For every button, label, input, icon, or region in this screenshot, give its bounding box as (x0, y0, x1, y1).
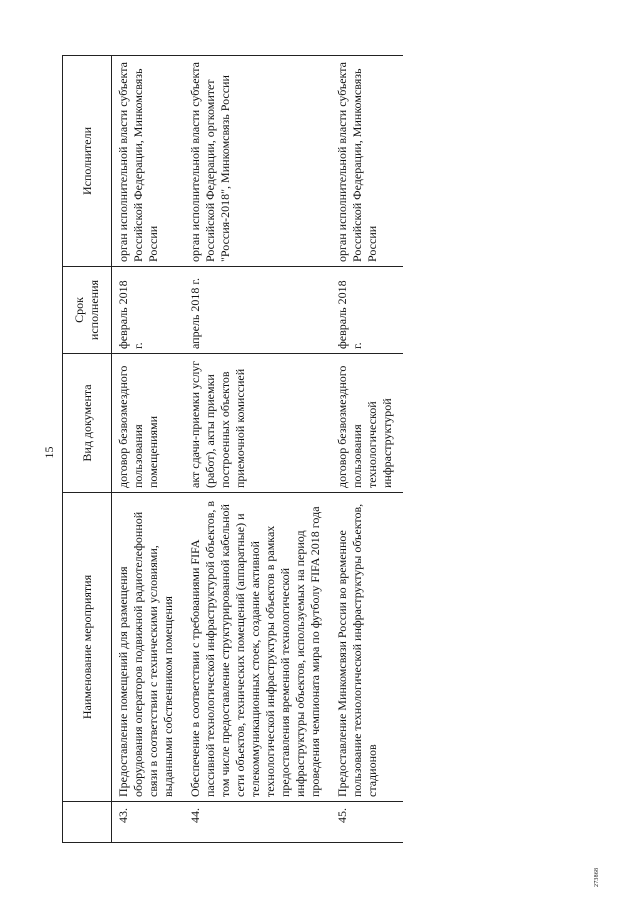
measures-table (62, 55, 403, 843)
row-term: апрель 2018 г. (184, 267, 331, 354)
header-name: Наименование мероприятия (63, 493, 112, 802)
row-number: 44. (184, 802, 331, 843)
row-document: договор безвозмездного пользования помещениями (112, 354, 185, 493)
table-header-row (63, 56, 112, 843)
row-executors: орган исполнительной власти субъекта Российской Федерации, Минкомсвязь России (331, 56, 403, 267)
row-number: 45. (331, 802, 403, 843)
table-row (184, 56, 331, 843)
row-executors: орган исполнительной власти субъекта Российской Федерации, Минкомсвязь России (112, 56, 185, 267)
row-name: Обеспечение в соответствии с требованиями FIFA пассивной технологической инфраструктурой объектов, в том числе предоставление структурированной кабельной сети объектов, технических помещений (аппаратные) и телекоммуникационных стоек, создание активной технологической инфраструктуры объектов в рамках предоставления временной технологической инфраструктуры объектов, используемых на период проведения чемпионата мира по футболу FIFA 2018 года (184, 493, 331, 802)
table-row (331, 56, 403, 843)
page-number: 15 (42, 446, 56, 459)
header-number (63, 802, 112, 843)
row-term: февраль 2018 г. (112, 267, 185, 354)
header-term: Срок исполнения (63, 267, 112, 354)
row-document: акт сдачи-приемки услуг (работ), акты приемки построенных объектов приемочной комиссией (184, 354, 331, 493)
row-term: февраль 2018 г. (331, 267, 403, 354)
header-document: Вид документа (63, 354, 112, 493)
row-name: Предоставление помещений для размещения оборудования операторов подвижной радиотелефонной связи в соответствии с техническими условиями, выданными собственником помещения (112, 493, 185, 802)
row-number: 43. (112, 802, 185, 843)
header-executors: Исполнители (63, 56, 112, 267)
row-document: договор безвозмездного пользования технологической инфраструктурой (331, 354, 403, 493)
page-content (10, 10, 630, 895)
row-name: Предоставление Минкомсвязи России во временное пользование технологической инфраструктуры объектов, стадионов (331, 493, 403, 802)
rotated-page (10, 10, 630, 895)
document-id: 273868 (594, 867, 600, 887)
table-row (112, 56, 185, 843)
row-executors: орган исполнительной власти субъекта Российской Федерации, оргкомитет "Россия-2018", Минкомсвязь России (184, 56, 331, 267)
